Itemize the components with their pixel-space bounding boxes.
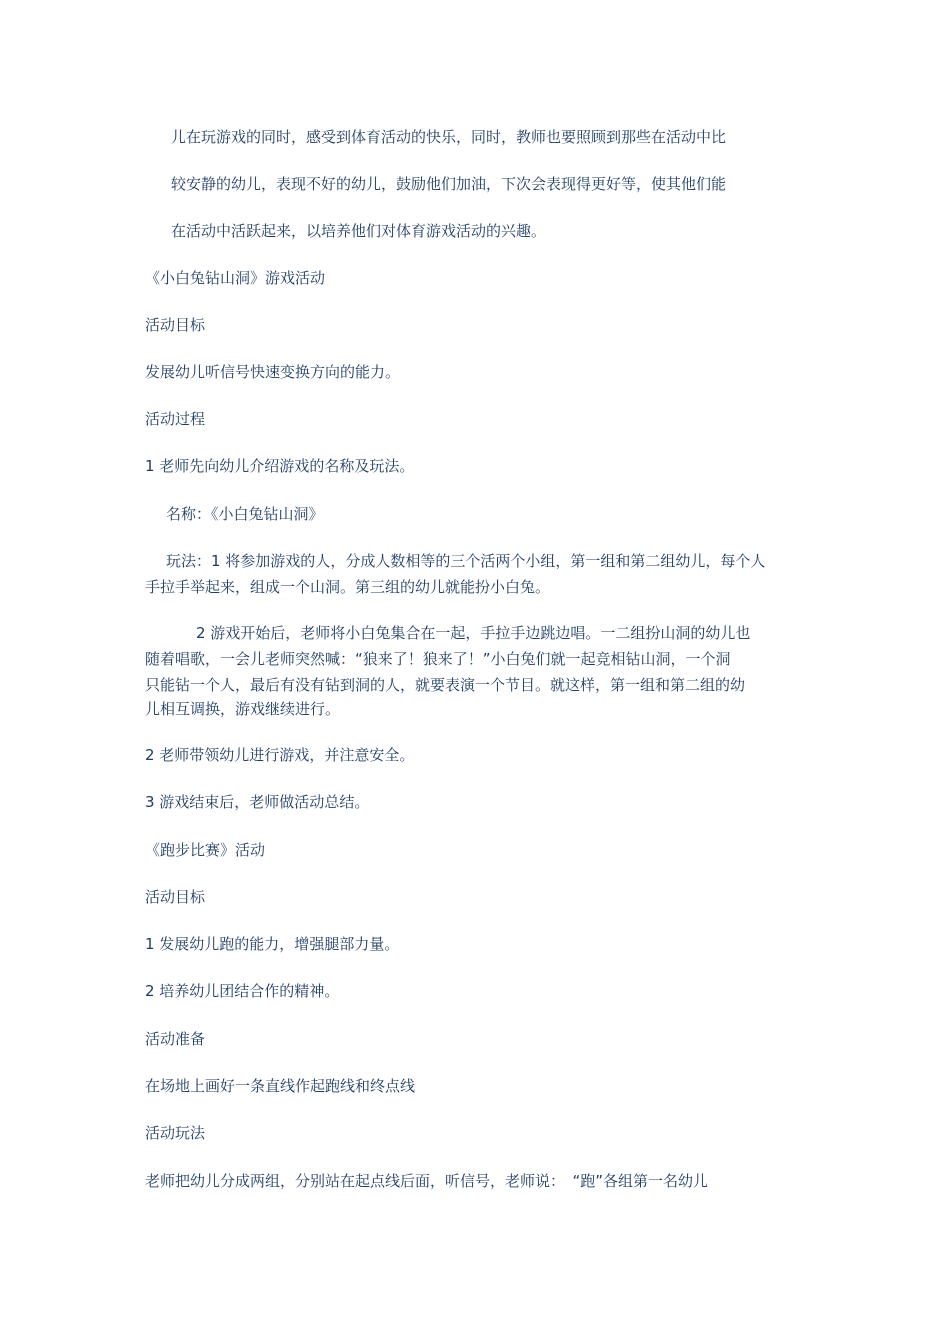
activity1-goal: 发展幼儿听信号快速变换方向的能力。 — [145, 363, 401, 381]
activity1-name-line: 名称：《小白兔钻山洞》 — [166, 505, 324, 523]
intro-line-1: 儿在玩游戏的同时，感受到体育活动的快乐，同时，教师也要照顾到那些在活动中比 — [171, 128, 727, 146]
intro-line-2: 较安静的幼儿，表现不好的幼儿，鼓励他们加油，下次会表现得更好等，使其他们能 — [171, 175, 727, 193]
activity1-rules-line-1: 玩法：1 将参加游戏的人，分成人数相等的三个活两个小组，第一组和第二组幼儿，每个人 — [166, 552, 766, 570]
activity2-prep-heading: 活动准备 — [145, 1030, 206, 1048]
activity1-process-heading: 活动过程 — [145, 410, 206, 428]
activity1-step-1: 1 老师先向幼儿介绍游戏的名称及玩法。 — [145, 457, 415, 475]
activity2-play-heading: 活动玩法 — [145, 1124, 206, 1142]
activity1-rules2-line-3: 只能钻一个人，最后有没有钻到洞的人，就要表演一个节目。就这样，第一组和第二组的幼 — [145, 676, 746, 694]
activity1-step-3: 3 游戏结束后，老师做活动总结。 — [145, 793, 370, 811]
activity2-goal-2: 2 培养幼儿团结合作的精神。 — [145, 982, 340, 1000]
activity1-rules2-line-2: 随着唱歌，一会儿老师突然喊：“狼来了！狼来了！”小白兔们就一起竞相钻山洞，一个洞 — [145, 650, 731, 668]
activity2-goal-1: 1 发展幼儿跑的能力，增强腿部力量。 — [145, 935, 400, 953]
intro-line-3: 在活动中活跃起来，以培养他们对体育游戏活动的兴趣。 — [171, 222, 547, 240]
activity2-goal-heading: 活动目标 — [145, 888, 206, 906]
activity1-step-2: 2 老师带领幼儿进行游戏，并注意安全。 — [145, 746, 415, 764]
activity2-prep: 在场地上画好一条直线作起跑线和终点线 — [145, 1077, 416, 1095]
activity1-rules2-line-4: 儿相互调换，游戏继续进行。 — [145, 700, 341, 718]
activity1-rules-line-2: 手拉手举起来，组成一个山洞。第三组的幼儿就能扮小白兔。 — [145, 578, 551, 596]
activity2-title: 《跑步比赛》活动 — [145, 841, 266, 859]
activity1-goal-heading: 活动目标 — [145, 316, 206, 334]
activity1-title: 《小白兔钻山洞》游戏活动 — [145, 269, 326, 287]
activity1-rules2-line-1: 2 游戏开始后，老师将小白兔集合在一起，手拉手边跳边唱。一二组扮山洞的幼儿也 — [196, 624, 751, 642]
activity2-play: 老师把幼儿分成两组，分别站在起点线后面，听信号，老师说： “跑”各组第一名幼儿 — [145, 1172, 709, 1190]
